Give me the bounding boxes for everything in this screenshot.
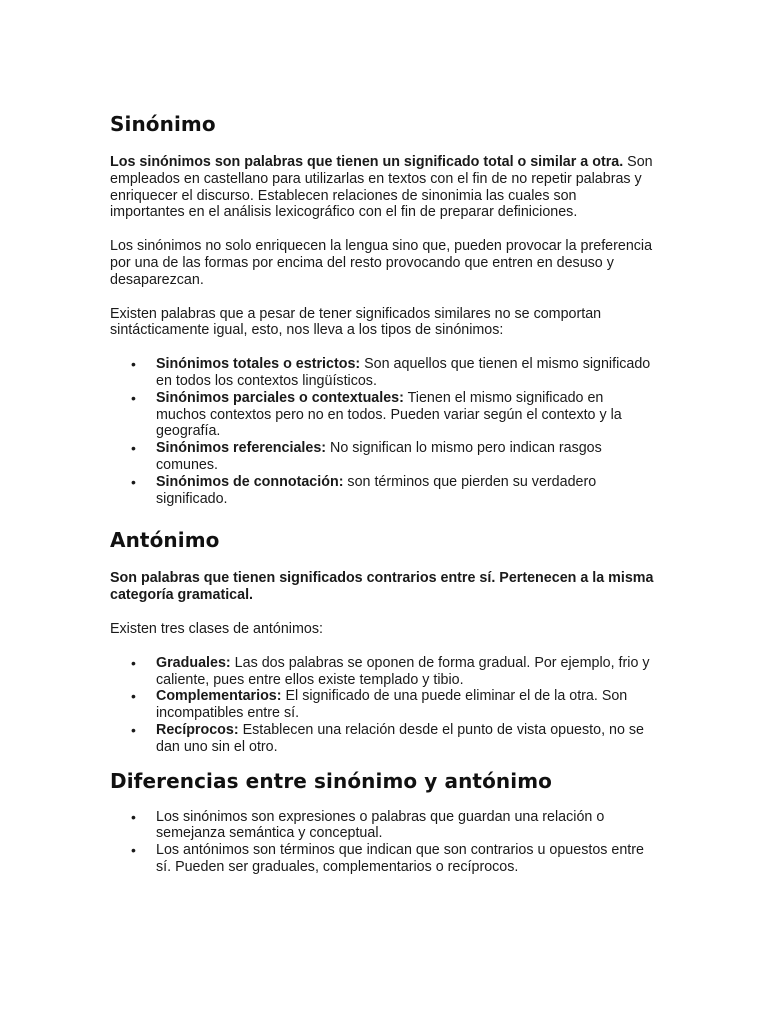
section-diferencias xyxy=(110,765,655,876)
paragraph: Los sinónimos no solo enriquecen la lengua sino que, pueden provocar la preferencia por una de las formas por encima del resto provocando que entren en desuso y desaparezcan. xyxy=(110,238,653,288)
paragraph: Existen palabras que a pesar de tener significados similares no se comportan sintácticamente igual, esto, nos lleva a los tipos de sinónimos: xyxy=(110,305,602,339)
list-text: No significan lo mismo pero indican rasgos comunes. xyxy=(156,440,602,473)
list-item xyxy=(110,655,655,689)
list-text: Las dos palabras se oponen de forma gradual. Por ejemplo, frio y caliente, pues entre ellos existe templado y tibio. xyxy=(156,654,650,688)
list-term: Complementarios: xyxy=(156,688,282,705)
list-term: Recíprocos: xyxy=(156,721,239,738)
intro-bold: Son palabras que tienen significados contrarios entre sí. Pertenecen a la misma categoría gramatical. xyxy=(110,570,654,604)
paragraph: Existen tres clases de antónimos: xyxy=(110,620,323,637)
list-item xyxy=(110,722,655,756)
section-antonimo xyxy=(110,524,655,755)
list-term: Graduales: xyxy=(156,654,231,671)
list-term: Sinónimos de connotación: xyxy=(156,473,344,490)
list-term: Sinónimos referenciales: xyxy=(156,440,327,457)
list-item xyxy=(110,474,655,508)
list-text: Son aquellos que tienen el mismo significado en todos los contextos lingüísticos. xyxy=(156,356,651,389)
section-heading: Diferencias entre sinónimo y antónimo xyxy=(110,768,553,793)
list-item xyxy=(110,440,655,474)
list-term: Sinónimos parciales o contextuales: xyxy=(156,389,404,406)
bullet-list xyxy=(110,356,655,507)
list-item: • Los antónimos son términos que indican que son contrarios u opuestos entre sí. Pueden ser graduales, complementarios o recíprocos. xyxy=(110,842,655,876)
list-text: Establecen una relación desde el punto de vista opuesto, no se dan uno sin el otro. xyxy=(156,721,645,755)
intro-paragraph xyxy=(110,154,655,221)
intro-paragraph xyxy=(110,570,655,604)
list-text: son términos que pierden su verdadero significado. xyxy=(156,473,597,507)
section-sinonimo xyxy=(110,108,655,507)
bullet-list xyxy=(110,655,655,756)
document-page xyxy=(110,108,655,876)
section-heading: Sinónimo xyxy=(110,112,216,136)
list-item xyxy=(110,356,655,390)
list-text: Tienen el mismo significado en muchos contextos pero no en todos. Pueden variar según el contexto y la geografía. xyxy=(156,389,622,440)
list-item xyxy=(110,390,655,440)
intro-bold: Los sinónimos son palabras que tienen un significado total o similar a otra. xyxy=(110,154,624,170)
list-text: El significado de una puede eliminar el de la otra. Son incompatibles entre sí. xyxy=(156,688,628,722)
section-heading: Antónimo xyxy=(110,528,220,553)
list-term: Sinónimos totales o estrictos: xyxy=(156,356,361,373)
bullet-list xyxy=(110,809,655,876)
intro-text: Son empleados en castellano para utilizarlas en textos con el fin de no repetir palabras y enriquecer el discurso. Establecen relaciones de sinonimia las cuales son importantes en el análisis lexicográfico con el fin de preparar definiciones. xyxy=(110,154,653,221)
list-item xyxy=(110,688,655,722)
list-item: • Los sinónimos son expresiones o palabras que guardan una relación o semejanza semántica y conceptual. xyxy=(110,809,655,843)
